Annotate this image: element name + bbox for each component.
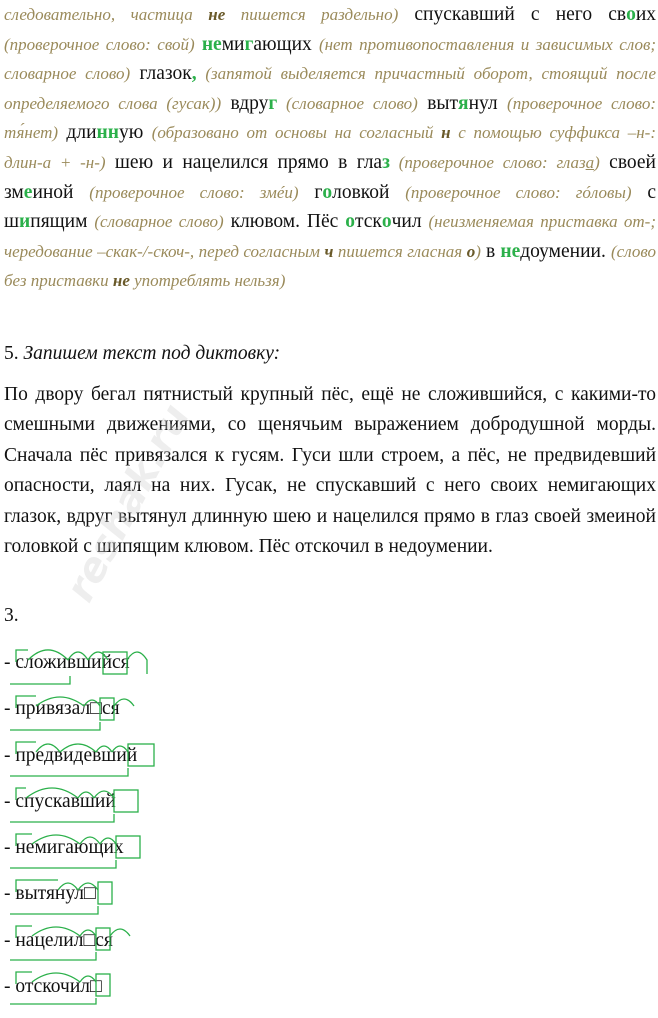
list-item: - сложившийся [4, 652, 130, 673]
list-item: - спускавший [4, 790, 116, 812]
list-item: - нацелил□ся [4, 929, 113, 951]
section-title: Запишем текст под диктовку: [23, 343, 281, 364]
section-3-heading: 3. [4, 605, 19, 626]
list-item: - отскочил□ [4, 976, 102, 998]
comment: следовательно, частица не пишется раздельно) [4, 5, 399, 24]
word-list [4, 648, 404, 1018]
section-5-heading [4, 340, 280, 368]
list-item: - немигающих [4, 837, 124, 859]
dictation-text: По двору бегал пятнистый крупный пёс, ещё не сложившийся, с какими-то смешными движениями, со щенячьим выражением добродушной морды. Сначала пёс привязался к гусям. Гуси шли строем, а пёс, не предвидевший опасности, лаял на них. Гусак, не спускавший с него своих немигающих глазок, вдруг вытянул длинную шею и нацелился прямо в глаз своей змеиной головкой с шипящим клювом. Пёс отскочил в недоумении. [4, 384, 656, 558]
list-item: - привязал□ся [4, 698, 120, 720]
analysis-paragraph: следовательно, частица не пишется раздельно) спускавший с него своих (проверочное слово: свой) немигающих (нет противопоставления и зависимых слов; словарное слово) глазок, (запятой выделяется причастный оборот, стоящий после определяемого слова (гусак)) вдруг (словарное слово) вытянул (проверочное слово: тя́нет) длинную (образовано от основы на согласный н с помощью суффикса –н-: длин-а + -н-) шею и нацелился прямо в глаз (проверочное слово: глаза) своей змеиной (проверочное слово: змéи) головкой (проверочное слово: гóловы) с шипящим (словарное слово) клювом. Пёс отскочил (неизменяемая приставка от-; чередование –скак-/-скоч-, перед согласным ч пишется гласная о) в недоумении. (слово без приставки не употреблять нельзя) [4, 4, 657, 291]
list-item: - предвидевший [4, 744, 138, 766]
watermark: reshak.ru [57, 396, 200, 610]
section-number: 5. [4, 343, 19, 364]
list-item: - вытянул□ [4, 883, 96, 905]
